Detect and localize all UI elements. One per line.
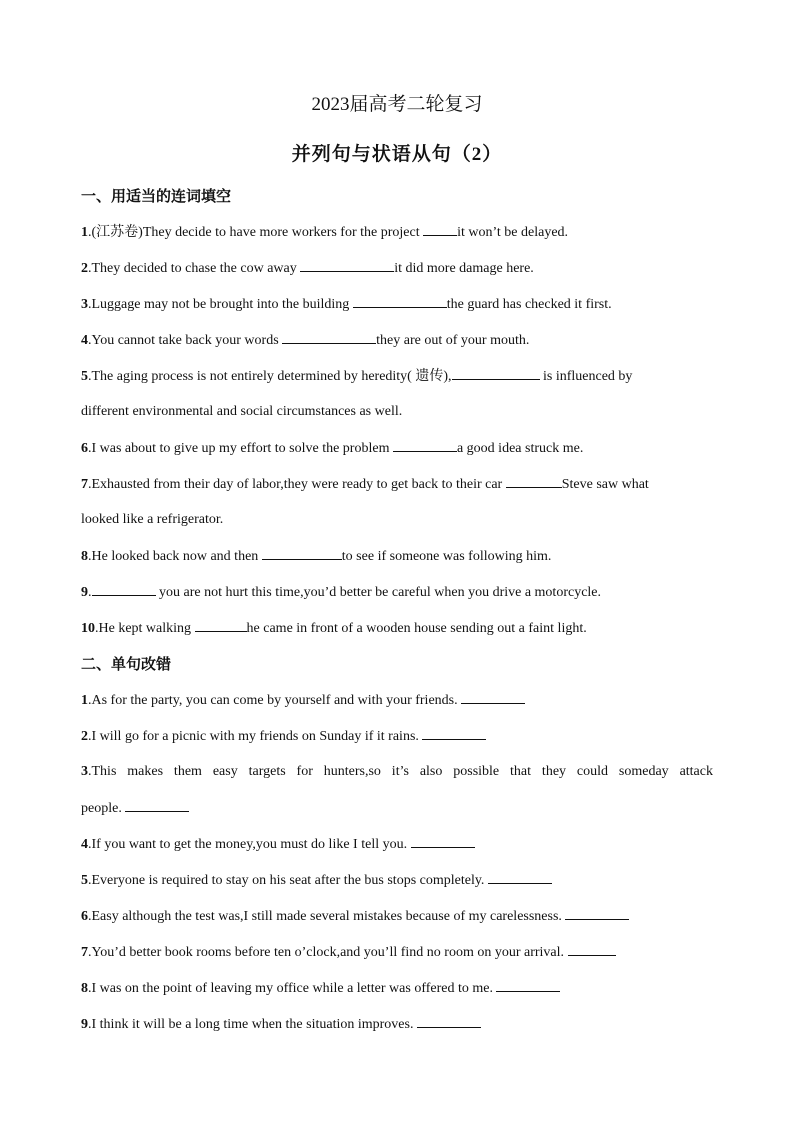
question-number: 2 <box>81 261 88 276</box>
question-text: .Everyone is required to stay on his seat after the bus stops completely. <box>88 873 488 888</box>
question-line <box>81 690 713 711</box>
question-text: .Easy although the test was,I still made several mistakes because of my carelessness. <box>88 909 566 924</box>
question-text: to see if someone was following him. <box>341 549 552 564</box>
question-number: 9 <box>81 585 88 600</box>
question-text: they are out of your mouth. <box>376 333 530 348</box>
question-text: .He kept walking <box>95 621 195 636</box>
question-text: .If you want to get the money,you must do like I tell you. <box>88 837 411 852</box>
answer-blank[interactable] <box>353 294 447 308</box>
answer-blank[interactable] <box>417 1014 481 1028</box>
question-line <box>81 438 713 459</box>
question-text: is influenced by <box>539 369 633 384</box>
question-number: 8 <box>81 549 88 564</box>
section-heading-fill-in: 一、用适当的连词填空 <box>81 187 232 205</box>
question-text: .I was about to give up my effort to solve the problem <box>88 441 393 456</box>
question-text: people. <box>81 801 126 816</box>
question-text: .I was on the point of leaving my office while a letter was offered to me. <box>88 981 497 996</box>
question-line <box>81 474 713 495</box>
answer-blank[interactable] <box>262 546 342 560</box>
question-text: .(江苏卷)They decide to have more workers for the project <box>88 225 424 240</box>
question-text: .I will go for a picnic with my friends on Sunday if it rains. <box>88 729 423 744</box>
question-line <box>81 546 713 567</box>
question-line-continued: different environmental and social circumstances as well. <box>81 404 403 419</box>
document-subtitle: 并列句与状语从句（2） <box>291 144 503 165</box>
answer-blank[interactable] <box>195 618 247 632</box>
question-line <box>81 834 713 855</box>
answer-blank[interactable] <box>282 330 376 344</box>
question-text: .The aging process is not entirely determined by heredity( 遗传), <box>88 369 452 384</box>
question-number: 5 <box>81 873 88 888</box>
question-line <box>81 222 713 243</box>
question-number: 1 <box>81 225 88 240</box>
answer-blank[interactable] <box>423 222 457 236</box>
question-line <box>81 258 713 279</box>
question-number: 3 <box>81 297 88 312</box>
question-text: .Exhausted from their day of labor,they were ready to get back to their car <box>88 477 506 492</box>
question-text: . <box>88 585 92 600</box>
question-line <box>81 294 713 315</box>
question-number: 4 <box>81 333 88 348</box>
question-number: 6 <box>81 441 88 456</box>
answer-blank[interactable] <box>92 582 156 596</box>
question-text: it won’t be delayed. <box>457 225 569 240</box>
question-line-continued: looked like a refrigerator. <box>81 512 224 527</box>
question-number: 8 <box>81 981 88 996</box>
question-number: 7 <box>81 477 88 492</box>
question-text: .You cannot take back your words <box>88 333 283 348</box>
question-line-continued <box>81 798 713 819</box>
question-text: .He looked back now and then <box>88 549 262 564</box>
question-text: he came in front of a wooden house sending out a faint light. <box>246 621 587 636</box>
answer-blank[interactable] <box>506 474 562 488</box>
question-line <box>81 906 713 927</box>
question-number: 6 <box>81 909 88 924</box>
question-number: 4 <box>81 837 88 852</box>
answer-blank[interactable] <box>461 690 525 704</box>
answer-blank[interactable] <box>568 942 616 956</box>
question-number: 1 <box>81 693 88 708</box>
document-title: 2023届高考二轮复习 <box>311 94 483 115</box>
question-number: 7 <box>81 945 88 960</box>
answer-blank[interactable] <box>411 834 475 848</box>
answer-blank[interactable] <box>393 438 457 452</box>
question-text: it did more damage here. <box>394 261 534 276</box>
question-text: .Luggage may not be brought into the building <box>88 297 353 312</box>
answer-blank[interactable] <box>422 726 486 740</box>
question-text: Steve saw what <box>561 477 649 492</box>
question-text: you are not hurt this time,you’d better be careful when you drive a motorcycle. <box>155 585 602 600</box>
question-line <box>81 870 713 891</box>
question-number: 3 <box>81 764 88 779</box>
question-line <box>81 1014 713 1035</box>
answer-blank[interactable] <box>565 906 629 920</box>
answer-blank[interactable] <box>488 870 552 884</box>
question-text: .This makes them easy targets for hunters,so it’s also possible that they could someday attack <box>88 764 713 779</box>
question-text: .They decided to chase the cow away <box>88 261 301 276</box>
question-text: .I think it will be a long time when the situation improves. <box>88 1017 417 1032</box>
question-line <box>81 618 713 639</box>
answer-blank[interactable] <box>300 258 394 272</box>
question-number: 5 <box>81 369 88 384</box>
question-line <box>81 762 713 782</box>
section-heading-error-correction: 二、单句改错 <box>81 655 172 673</box>
question-line <box>81 978 713 999</box>
question-text: a good idea struck me. <box>456 441 584 456</box>
question-text: the guard has checked it first. <box>446 297 612 312</box>
question-number: 2 <box>81 729 88 744</box>
answer-blank[interactable] <box>452 366 540 380</box>
question-number: 10 <box>81 621 95 636</box>
answer-blank[interactable] <box>496 978 560 992</box>
question-text: .As for the party, you can come by yourself and with your friends. <box>88 693 462 708</box>
question-line <box>81 582 713 603</box>
question-line <box>81 366 713 387</box>
question-line <box>81 726 713 747</box>
question-text: .You’d better book rooms before ten o’clock,and you’ll find no room on your arrival. <box>88 945 568 960</box>
answer-blank[interactable] <box>125 798 189 812</box>
question-line <box>81 330 713 351</box>
question-line <box>81 942 713 963</box>
question-number: 9 <box>81 1017 88 1032</box>
